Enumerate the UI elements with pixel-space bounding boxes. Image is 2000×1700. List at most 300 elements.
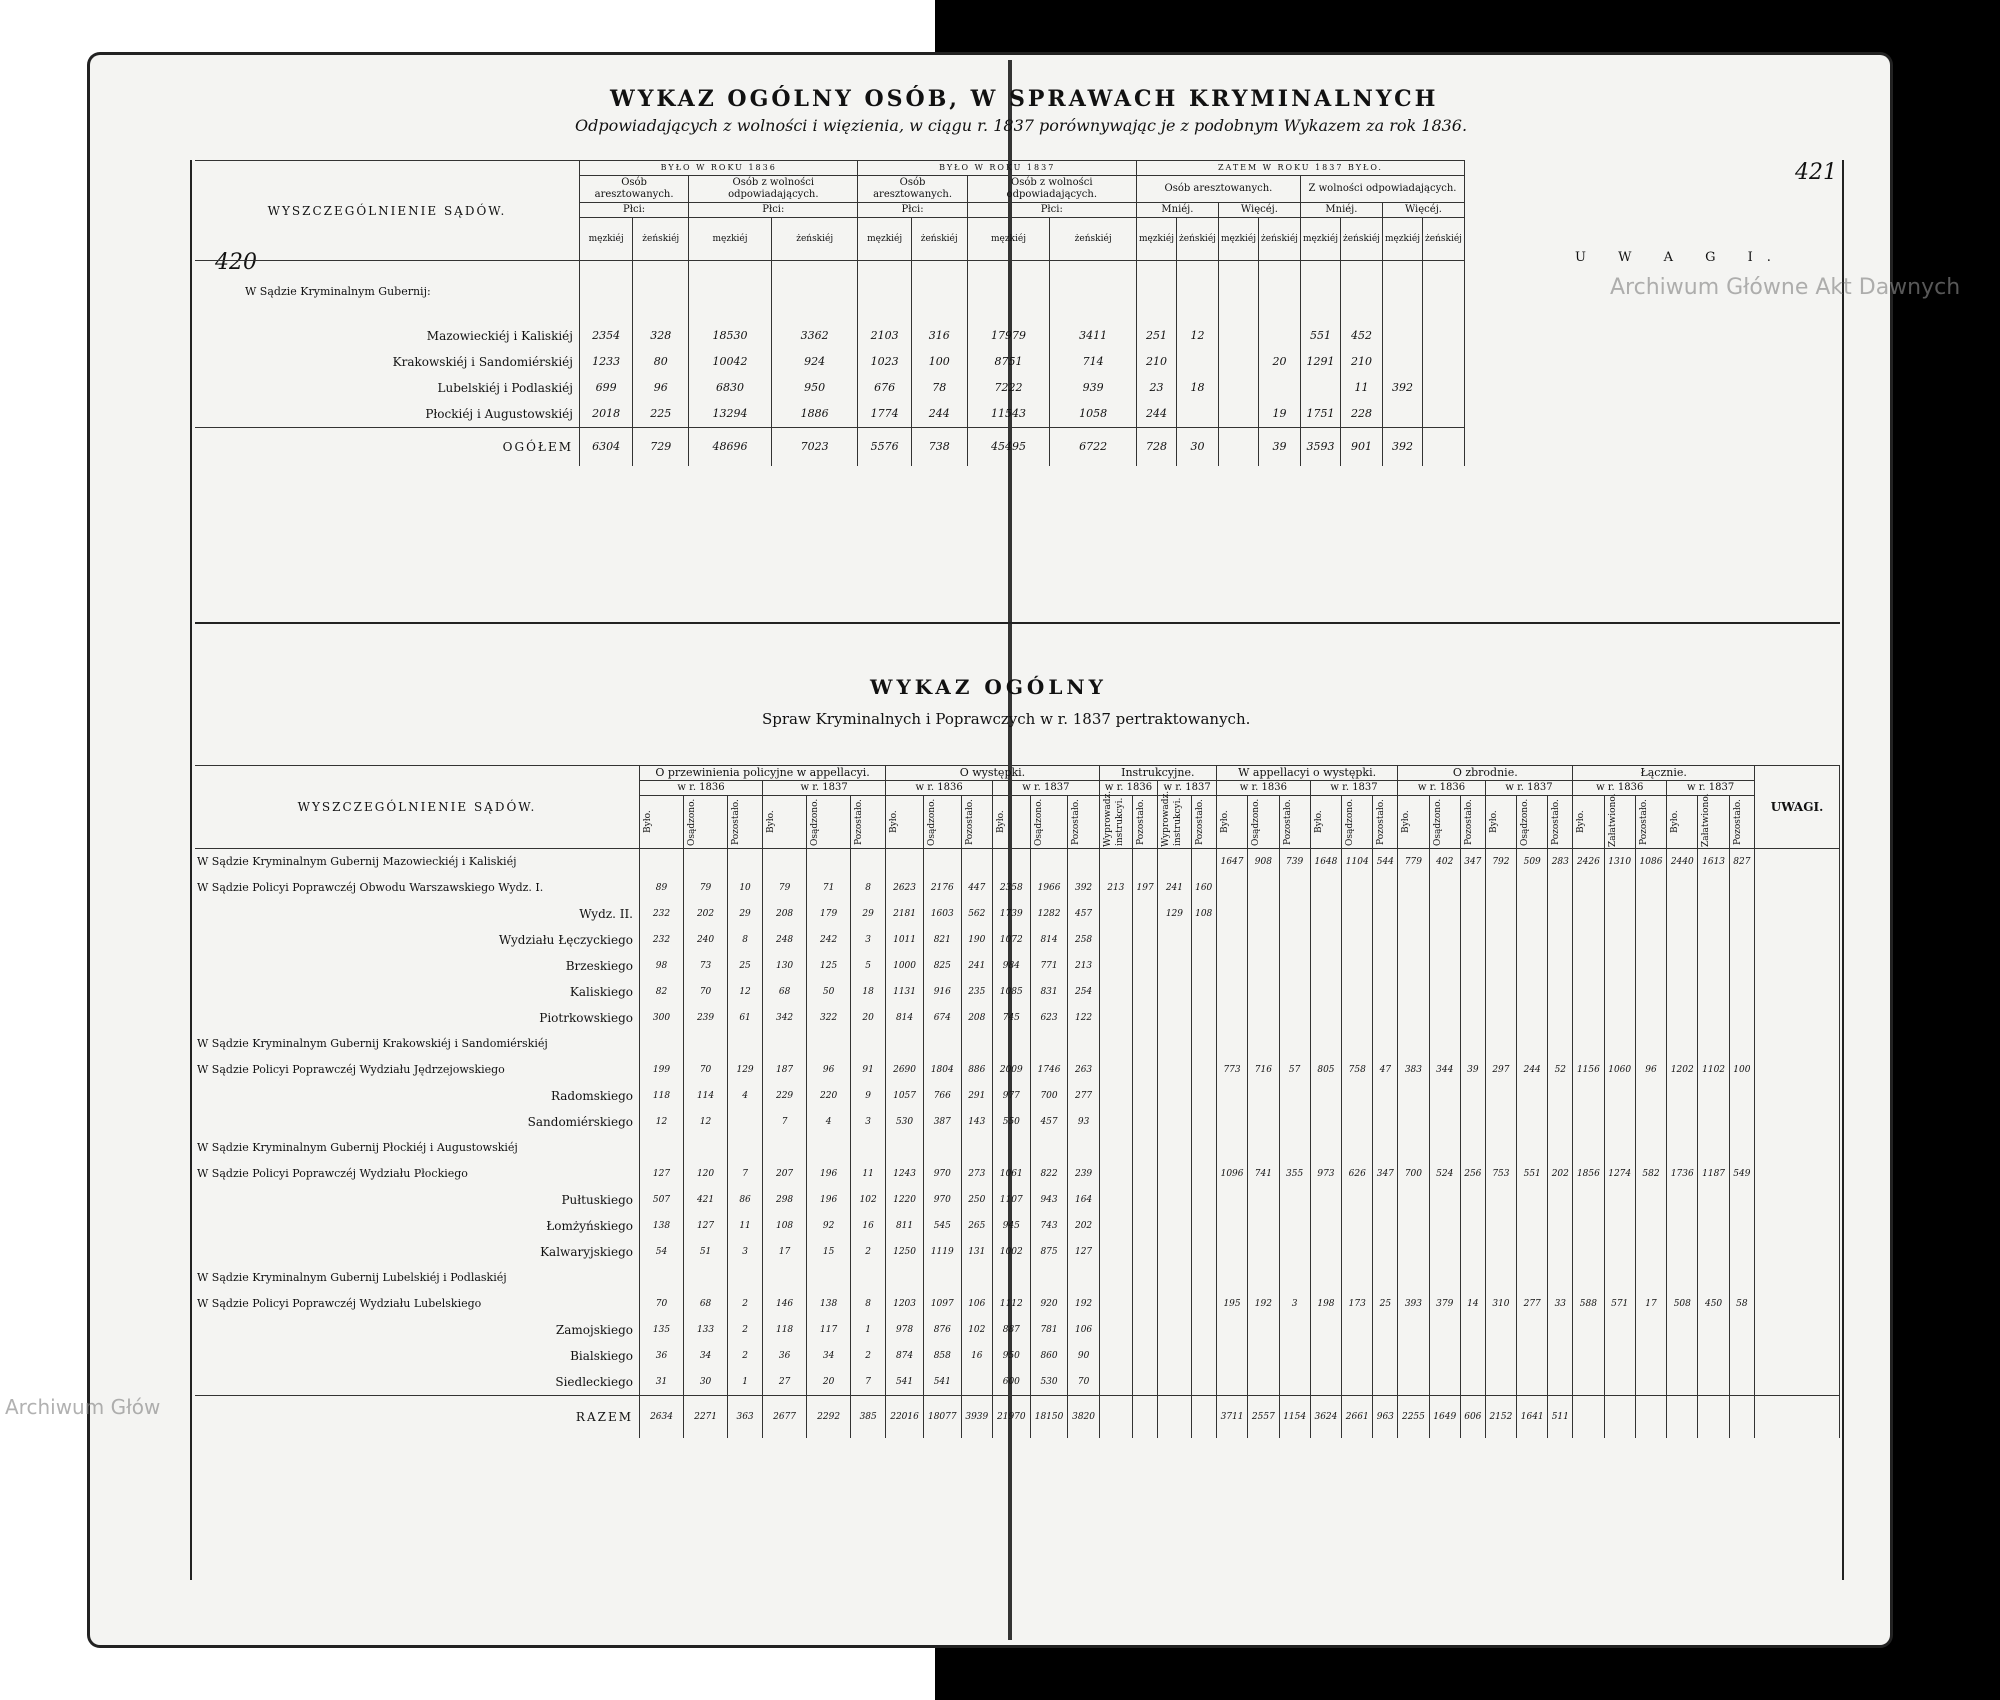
value-cell: 23 [1136,375,1176,401]
court-label: Łomżyńskiego [195,1213,640,1239]
column-header-text: Osądzono. [687,798,698,846]
value-cell [923,849,961,876]
value-cell [1573,1005,1604,1031]
column-header [1398,796,1429,849]
value-cell: 12 [728,979,763,1005]
value-cell [1342,953,1373,979]
value-cell [1604,1109,1635,1135]
value-cell [1342,1031,1373,1057]
year-header: w r. 1836 [1216,781,1310,796]
value-cell: 239 [684,1005,728,1031]
value-cell [763,1031,807,1057]
value-cell [1429,1239,1460,1265]
value-cell: 20 [807,1369,851,1396]
value-cell [1729,953,1754,979]
value-cell [1310,1265,1341,1291]
value-cell [1460,1213,1485,1239]
value-cell [1573,1135,1604,1161]
value-cell: 242 [807,927,851,953]
total-cell: 363 [728,1396,763,1439]
value-cell: 551 [1517,1161,1548,1187]
group-header: Łącznie. [1573,766,1755,781]
total-cell [1604,1396,1635,1439]
value-cell: 61 [728,1005,763,1031]
value-cell [1373,875,1398,901]
value-cell [1310,1005,1341,1031]
value-cell: 102 [961,1317,992,1343]
value-cell [992,1031,1030,1057]
value-cell: 623 [1030,1005,1068,1031]
value-cell: 920 [1030,1291,1068,1317]
table2-subtitle: Spraw Kryminalnych i Poprawczych w r. 1837 pertraktowanych. [762,710,1251,728]
value-cell: 355 [1279,1161,1310,1187]
value-cell [923,1135,961,1161]
value-cell [1548,979,1573,1005]
value-cell [1248,979,1279,1005]
value-cell [1460,927,1485,953]
value-cell [1485,979,1516,1005]
value-cell [1729,1213,1754,1239]
value-cell: 3411 [1050,323,1137,349]
table1-title: WYKAZ OGÓLNY OSÓB, W SPRAWACH KRYMINALNYCH [610,86,1439,112]
value-cell: 33 [1548,1291,1573,1317]
value-cell [1604,1213,1635,1239]
value-cell: 821 [923,927,961,953]
value-cell [1604,1187,1635,1213]
value-cell: 232 [640,927,684,953]
value-cell: 18530 [689,323,772,349]
column-header-text: Osądzono. [1033,798,1044,846]
column-header-text: Pozostało. [1282,799,1293,845]
value-cell [1698,1109,1729,1135]
value-cell: 244 [1136,401,1176,428]
plci-label: Płci: [580,203,689,218]
value-cell: 1203 [886,1291,924,1317]
value-cell: 781 [1030,1317,1068,1343]
value-cell [1485,875,1516,901]
year-header: w r. 1836 [1398,781,1485,796]
value-cell: 1202 [1667,1057,1698,1083]
table-row [195,1239,1840,1265]
plci-label: Płci: [689,203,858,218]
value-cell [1132,1239,1157,1265]
value-cell: 187 [763,1057,807,1083]
value-cell: 8 [728,927,763,953]
remarks-cell [1755,1239,1840,1265]
value-cell: 256 [1460,1161,1485,1187]
value-cell [1310,1343,1341,1369]
total-label: OGÓŁEM [195,428,580,467]
value-cell [1548,1265,1573,1291]
value-cell [1485,901,1516,927]
value-cell: 4 [807,1109,851,1135]
value-cell [1191,1031,1216,1057]
column-header [807,796,851,849]
table-row [195,1213,1840,1239]
total-cell [1158,1396,1191,1439]
value-cell [1216,1317,1247,1343]
value-cell [1218,323,1258,349]
table-row [195,1161,1840,1187]
value-cell [1604,1005,1635,1031]
value-cell [1604,1317,1635,1343]
value-cell: 1966 [1030,875,1068,901]
value-cell [1398,1031,1429,1057]
value-cell [1310,1031,1341,1057]
value-cell: 89 [640,875,684,901]
value-cell [1099,1109,1132,1135]
value-cell [1158,1161,1191,1187]
court-label: Pułtuskiego [195,1187,640,1213]
court-label: W Sądzie Policyi Poprawczéj Wydziału Jędrzejowskiego [195,1057,640,1083]
value-cell: 1233 [580,349,633,375]
value-cell [1667,1031,1698,1057]
value-cell [886,1265,924,1291]
column-header-text: Pozostało. [731,799,742,845]
value-cell [1729,1083,1754,1109]
value-cell [1132,1265,1157,1291]
sex-label: żeńskiéj [1423,218,1465,261]
value-cell [728,1265,763,1291]
value-cell: 173 [1342,1291,1373,1317]
value-cell: 228 [1341,401,1383,428]
value-cell: 4 [728,1083,763,1109]
value-cell: 71 [807,875,851,901]
table1-group-1837: BYŁO W ROKU 1837 [858,161,1136,176]
value-cell: 1011 [886,927,924,953]
value-cell: 202 [1068,1213,1099,1239]
value-cell: 12 [1177,323,1219,349]
value-cell: 1250 [886,1239,924,1265]
table1-subtitle: Odpowiadających z wolności i więzienia, w ciągu r. 1837 porównywając je z podobnym Wykazem za rok 1836. [575,116,1468,135]
value-cell: 1060 [1604,1057,1635,1083]
plci-label: Płci: [967,203,1136,218]
value-cell: 208 [763,901,807,927]
value-cell: 1086 [1635,849,1666,876]
remarks-cell [1755,1265,1840,1291]
value-cell: 743 [1030,1213,1068,1239]
column-header-text: Pozostało. [1551,799,1562,845]
value-cell: 235 [961,979,992,1005]
value-cell: 3362 [771,323,858,349]
value-cell: 96 [633,375,689,401]
value-cell: 108 [763,1213,807,1239]
remarks-cell [1755,979,1840,1005]
value-cell [1132,1005,1157,1031]
column-header [1216,796,1247,849]
value-cell [1216,927,1247,953]
value-cell [1667,1109,1698,1135]
value-cell: 229 [763,1083,807,1109]
court-label: Kaliskiego [195,979,640,1005]
group-header: O zbrodnie. [1398,766,1573,781]
column-header-text: Pozostało. [1638,799,1649,845]
value-cell [1548,953,1573,979]
total-cell: 963 [1373,1396,1398,1439]
column-header [640,796,684,849]
value-cell: 146 [763,1291,807,1317]
total-cell: 3820 [1068,1396,1099,1439]
value-cell [1373,1239,1398,1265]
value-cell [1460,1369,1485,1396]
column-header [1667,796,1698,849]
value-cell [961,1265,992,1291]
total-cell: 606 [1460,1396,1485,1439]
value-cell: 347 [1373,1161,1398,1187]
value-cell: 545 [923,1213,961,1239]
value-cell [807,1265,851,1291]
value-cell [1485,1213,1516,1239]
value-cell [1099,1135,1132,1161]
value-cell: 393 [1398,1291,1429,1317]
value-cell: 924 [771,349,858,375]
value-cell: 7 [763,1109,807,1135]
value-cell [1248,953,1279,979]
value-cell [1573,901,1604,927]
total-cell: 3711 [1216,1396,1247,1439]
value-cell [1310,1317,1341,1343]
total-row [195,1396,1840,1439]
value-cell [1218,349,1258,375]
total-cell [1132,1396,1157,1439]
column-header [1030,796,1068,849]
table-row [195,901,1840,927]
value-cell [1635,1005,1666,1031]
value-cell [1279,1135,1310,1161]
table-row [195,1265,1840,1291]
value-cell: 1274 [1604,1161,1635,1187]
total-cell: 2255 [1398,1396,1429,1439]
value-cell [1698,901,1729,927]
value-cell [1485,1239,1516,1265]
sex-label: męzkiéj [1136,218,1176,261]
value-cell [1310,1187,1341,1213]
value-cell [1248,1369,1279,1396]
value-cell: 90 [1068,1343,1099,1369]
value-cell [1429,1109,1460,1135]
table-row [195,849,1840,876]
value-cell: 12 [640,1109,684,1135]
value-cell [1191,1005,1216,1031]
value-cell [1132,1291,1157,1317]
value-cell: 7 [851,1369,886,1396]
table-row [195,979,1840,1005]
header-arrested-1837: Osób aresztowanych. [858,176,967,203]
table-row [195,1005,1840,1031]
column-header-text: Wyprowadz. instrukcyi. [1161,790,1184,847]
empty-cell [858,261,911,324]
value-cell [1248,927,1279,953]
value-cell: 450 [1698,1291,1729,1317]
value-cell [1604,1083,1635,1109]
value-cell: 39 [1460,1057,1485,1083]
value-cell [961,1369,992,1396]
value-cell [1248,1317,1279,1343]
value-cell [1132,849,1157,876]
value-cell [1310,1213,1341,1239]
value-cell: 117 [807,1317,851,1343]
value-cell: 549 [1729,1161,1754,1187]
value-cell: 12 [684,1109,728,1135]
value-cell: 1131 [886,979,924,1005]
sex-label: męzkiéj [1218,218,1258,261]
court-label: Płockiéj i Augustowskiéj [195,401,580,428]
sex-label: żeńskiéj [771,218,858,261]
value-cell [992,1135,1030,1161]
court-label: Lubelskiéj i Podlaskiéj [195,375,580,401]
value-cell: 2 [851,1239,886,1265]
value-cell [1191,1265,1216,1291]
value-cell: 291 [961,1083,992,1109]
value-cell [640,849,684,876]
value-cell: 544 [1373,849,1398,876]
value-cell [640,1031,684,1057]
total-cell [1573,1396,1604,1439]
value-cell: 11543 [967,401,1050,428]
value-cell [1191,979,1216,1005]
header-free-1836: Osób z wolności odpowiadających. [689,176,858,203]
value-cell: 1085 [992,979,1030,1005]
value-cell: 240 [684,927,728,953]
value-cell [1132,1083,1157,1109]
value-cell: 10 [728,875,763,901]
value-cell [763,1265,807,1291]
value-cell: 766 [923,1083,961,1109]
value-cell [1191,953,1216,979]
empty-cell [689,261,772,324]
value-cell: 310 [1485,1291,1516,1317]
court-label: W Sądzie Kryminalnym Gubernij Płockiéj i Augustowskiéj [195,1135,640,1161]
value-cell [1216,1187,1247,1213]
total-cell: 2661 [1342,1396,1373,1439]
value-cell [1132,1187,1157,1213]
value-cell [1517,1187,1548,1213]
value-cell [1667,901,1698,927]
value-cell [1191,1161,1216,1187]
column-header-text: Pozostało. [964,799,975,845]
value-cell [1398,1135,1429,1161]
remarks-cell [1755,849,1840,876]
value-cell: 244 [1517,1057,1548,1083]
value-cell [1382,323,1422,349]
value-cell: 164 [1068,1187,1099,1213]
value-cell [1429,1265,1460,1291]
value-cell: 1096 [1216,1161,1247,1187]
value-cell [1216,1343,1247,1369]
value-cell [1068,849,1099,876]
column-header [1373,796,1398,849]
value-cell [1729,1031,1754,1057]
year-header: w r. 1837 [1310,781,1397,796]
value-cell [1373,1083,1398,1109]
value-cell: 1746 [1030,1057,1068,1083]
value-cell [1158,1239,1191,1265]
sex-label: męzkiéj [967,218,1050,261]
column-header [1485,796,1516,849]
value-cell: 886 [961,1057,992,1083]
value-cell [1216,1369,1247,1396]
value-cell: 70 [684,1057,728,1083]
value-cell [1604,927,1635,953]
column-header-text: Było. [1488,810,1499,834]
value-cell: 3 [728,1239,763,1265]
column-header-text: Osądzono. [926,798,937,846]
value-cell [1573,1031,1604,1057]
value-cell [1342,1317,1373,1343]
value-cell: 2690 [886,1057,924,1083]
remarks-cell [1755,953,1840,979]
value-cell [684,1031,728,1057]
value-cell [1667,1239,1698,1265]
column-header [923,796,961,849]
value-cell [1099,1317,1132,1343]
value-cell [1068,1031,1099,1057]
empty-cell [1341,261,1383,324]
value-cell [1279,1109,1310,1135]
value-cell: 27 [763,1369,807,1396]
value-cell [1132,1343,1157,1369]
value-cell: 30 [684,1369,728,1396]
value-cell: 8 [851,875,886,901]
value-cell [1460,1083,1485,1109]
value-cell: 825 [923,953,961,979]
value-cell [1729,927,1754,953]
total-cell: 6722 [1050,428,1137,467]
value-cell [1604,953,1635,979]
value-cell [961,1135,992,1161]
value-cell [728,1031,763,1057]
value-cell [1517,1005,1548,1031]
value-cell [1485,927,1516,953]
value-cell [1373,1005,1398,1031]
value-cell [1310,1109,1341,1135]
value-cell: 98 [640,953,684,979]
value-cell [1398,1239,1429,1265]
value-cell: 6830 [689,375,772,401]
value-cell: 300 [640,1005,684,1031]
value-cell: 509 [1517,849,1548,876]
value-cell: 9 [851,1083,886,1109]
value-cell [1216,1109,1247,1135]
value-cell: 457 [1030,1109,1068,1135]
value-cell [1398,1187,1429,1213]
total-cell [1698,1396,1729,1439]
remarks-cell [1755,1005,1840,1031]
value-cell: 1023 [858,349,911,375]
table-row [195,1135,1840,1161]
value-cell [1398,1213,1429,1239]
value-cell [1132,1317,1157,1343]
value-cell [1729,1317,1754,1343]
value-cell: 421 [684,1187,728,1213]
column-header-text: Było. [766,810,777,834]
value-cell [1698,1369,1729,1396]
value-cell: 1856 [1573,1161,1604,1187]
value-cell [1158,1317,1191,1343]
value-cell [1517,1083,1548,1109]
value-cell [1158,1057,1191,1083]
value-cell [1132,1161,1157,1187]
value-cell: 82 [640,979,684,1005]
value-cell [1573,1239,1604,1265]
total-cell: 3593 [1300,428,1340,467]
value-cell [1248,1083,1279,1109]
value-cell: 199 [640,1057,684,1083]
value-cell: 50 [807,979,851,1005]
table-row [195,1187,1840,1213]
value-cell: 102 [851,1187,886,1213]
more-less-label: Mniéj. [1300,203,1382,218]
